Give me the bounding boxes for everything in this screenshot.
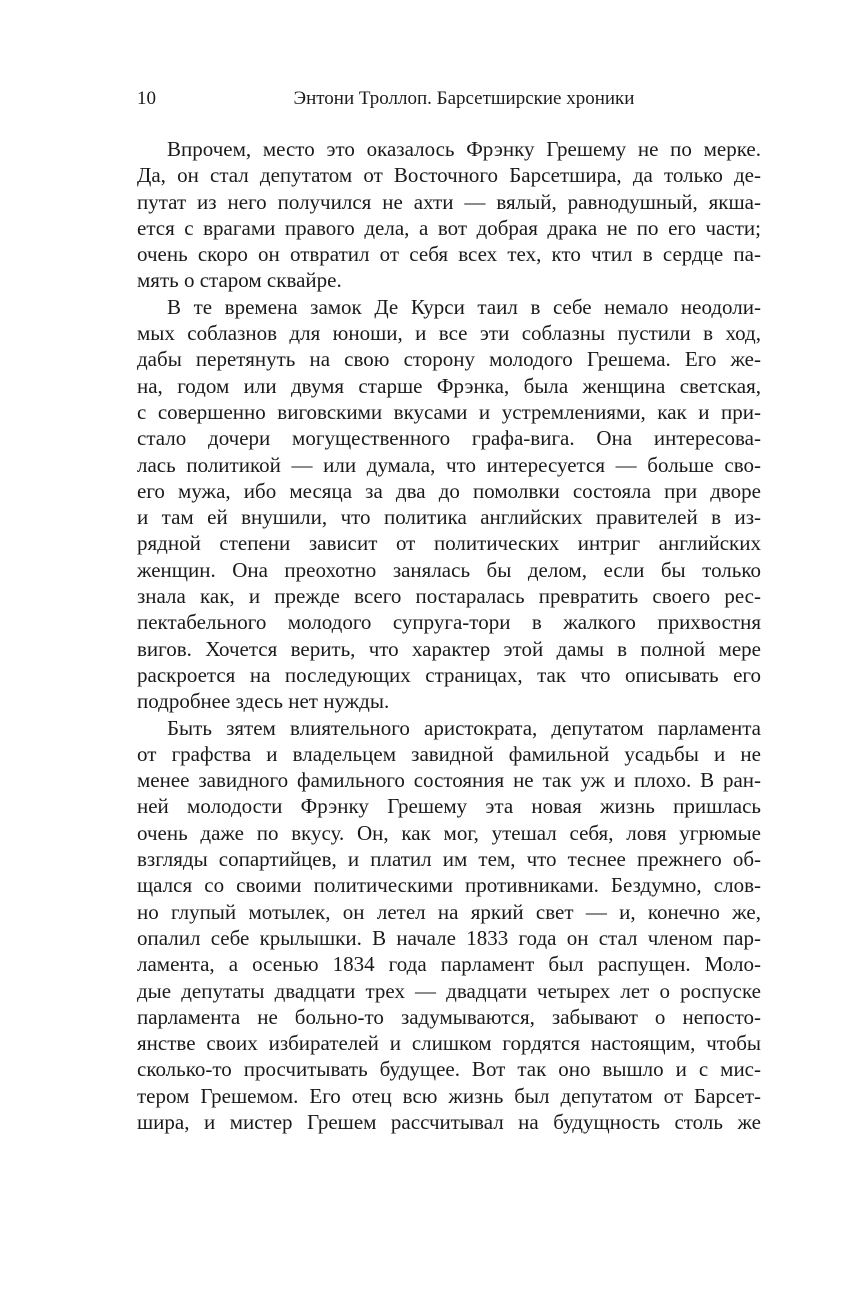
text-line: ламента, а осенью 1834 года парламент был распущен. Моло-	[137, 952, 761, 977]
text-line: дые депутаты двадцати трех — двадцати четырех лет о роспуске	[137, 978, 761, 1003]
text-line: раскроется на последующих страницах, так что описывать его	[137, 662, 761, 687]
text-line: Быть зятем влиятельного аристократа, депутатом парламента	[167, 715, 761, 740]
text-line: парламента не больно-то задумываются, забывают о непосто-	[137, 1004, 761, 1029]
text-line: ней молодости Фрэнку Грешему эта новая жизнь пришлась	[137, 794, 761, 819]
text-line: путат из него получился не ахти — вялый, равнодушный, якша-	[137, 189, 761, 214]
text-line: Впрочем, место это оказалось Фрэнку Грешему не по мерке.	[167, 137, 761, 161]
text-line: опалил себе крылышки. В начале 1833 года он стал членом пар-	[137, 925, 761, 950]
text-line: но глупый мотылек, он летел на яркий свет — и, конечно же,	[137, 899, 761, 924]
text-line: шира, и мистер Грешем рассчитывал на будущность столь же	[137, 1109, 761, 1134]
text-line: мых соблазнов для юноши, и все эти соблазны пустили в ход,	[137, 321, 761, 346]
text-line: ется с врагами правого дела, а вот добрая драка не по его части;	[137, 215, 761, 240]
text-line: его мужа, ибо месяца за два до помолвки состояла при дворе	[137, 478, 761, 503]
text-line: женщин. Она преохотно занялась бы делом, если бы только	[137, 557, 761, 582]
text-line: янстве своих избирателей и слишком гордятся настоящим, чтобы	[137, 1031, 761, 1056]
text-line: с совершенно виговскими вкусами и устремлениями, как и при-	[137, 399, 761, 424]
text-line: очень скоро он отвратил от себя всех тех, кто чтил в сердце па-	[137, 242, 761, 267]
text-line: знала как, и прежде всего постаралась превратить своего рес-	[137, 584, 761, 609]
text-line: тером Грешемом. Его отец всю жизнь был депутатом от Барсет-	[137, 1083, 761, 1108]
text-line: и там ей внушили, что политика английских правителей в из-	[137, 505, 761, 530]
text-line: взгляды сопартийцев, и платил им тем, что теснее прежнего об-	[137, 847, 761, 872]
text-line: дабы перетянуть на свою сторону молодого Грешема. Его же-	[137, 347, 761, 372]
text-line: В те времена замок Де Курси таил в себе немало неодоли-	[167, 294, 761, 319]
text-line: на, годом или двумя старше Фрэнка, была женщина светская,	[137, 373, 761, 398]
text-line: подробнее здесь нет нужды.	[137, 689, 390, 714]
text-line: щался со своими политическими противниками. Бездумно, слов-	[137, 873, 761, 898]
page-number: 10	[137, 88, 156, 109]
paragraph-2	[137, 294, 761, 715]
text-line: сколько-то просчитывать будущее. Вот так оно вышло и с мис-	[137, 1057, 761, 1082]
text-line: мять о старом сквайре.	[137, 268, 342, 293]
text-line: рядной степени зависит от политических интриг английских	[137, 531, 761, 556]
text-line: пектабельного молодого супруга-тори в жалкого прихвостня	[137, 610, 761, 635]
running-title: Энтони Троллоп. Барсетширские хроники	[293, 88, 635, 109]
paragraph-1	[137, 136, 761, 294]
text-line: стало дочери могущественного графа-вига. Она интересова-	[137, 426, 761, 451]
text-line: вигов. Хочется верить, что характер этой дамы в полной мере	[137, 636, 761, 661]
running-head	[137, 84, 761, 114]
text-line: лась политикой — или думала, что интересуется — больше сво-	[137, 452, 761, 477]
text-line: менее завидного фамильного состояния не так уж и плохо. В ран-	[137, 768, 761, 793]
text-line: Да, он стал депутатом от Восточного Барсетшира, да только де-	[137, 163, 761, 188]
text-line: очень даже по вкусу. Он, как мог, утешал себя, ловя угрюмые	[137, 820, 761, 845]
paragraph-3	[137, 715, 761, 1136]
text-line: от графства и владельцем завидной фамильной усадьбы и не	[137, 741, 761, 766]
body-text	[137, 136, 761, 1135]
